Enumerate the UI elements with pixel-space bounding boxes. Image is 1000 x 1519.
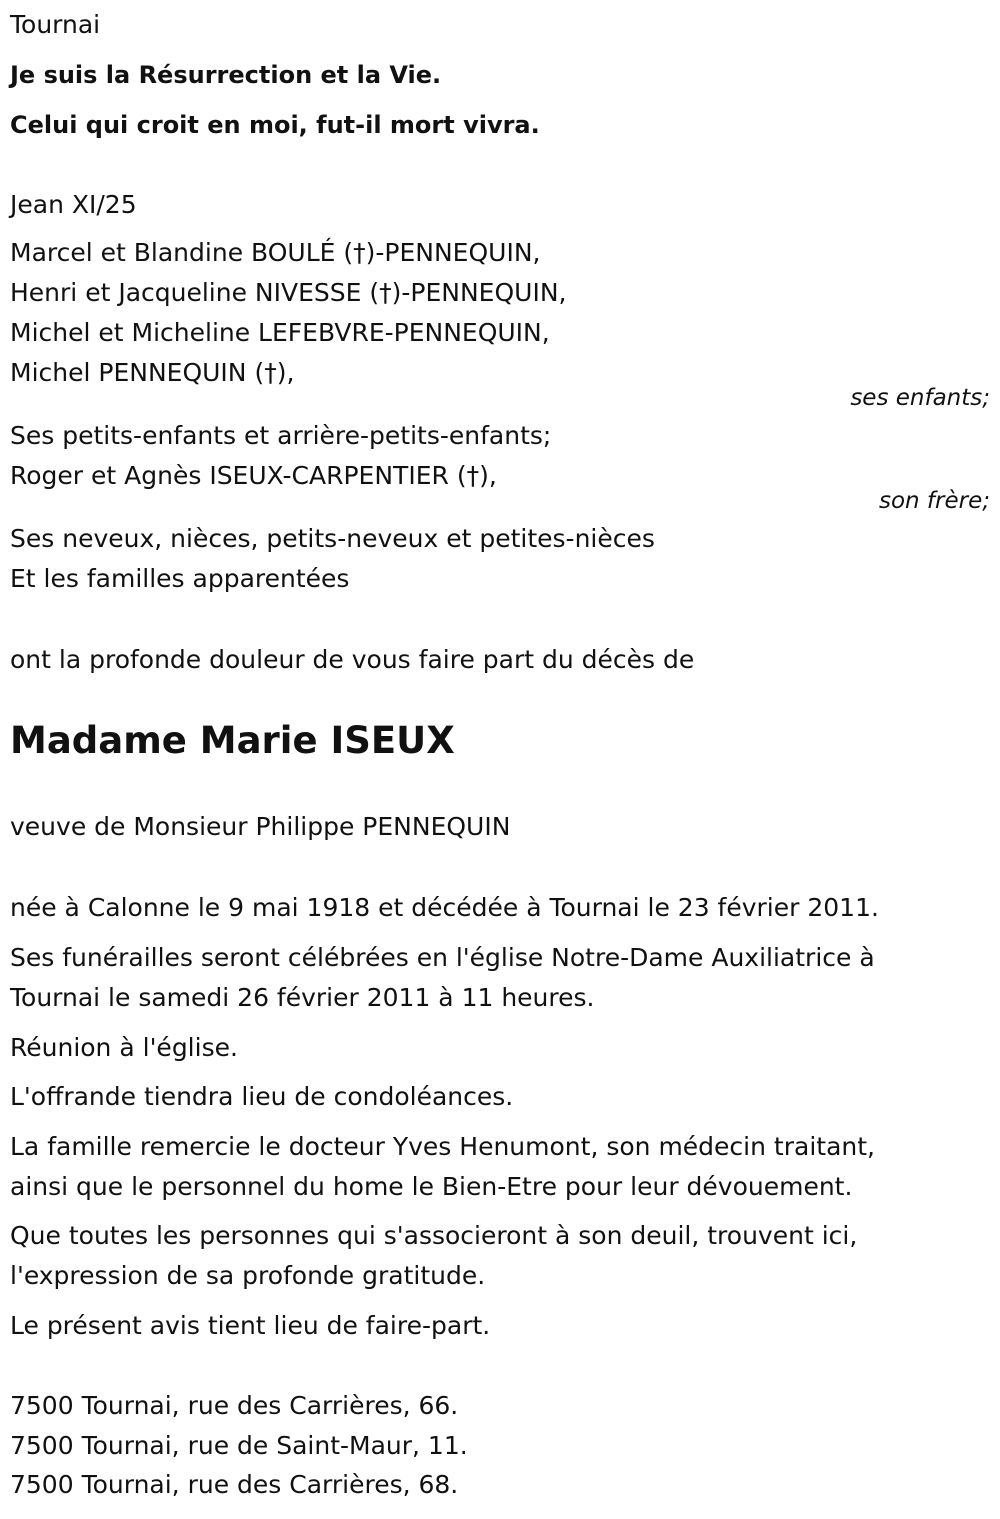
gratitude-line-2: l'expression de sa profonde gratitude. bbox=[10, 1261, 486, 1290]
notice: Le présent avis tient lieu de faire-part. bbox=[10, 1311, 491, 1340]
funeral-line-2: Tournai le samedi 26 février 2011 à 11 heures. bbox=[10, 983, 595, 1012]
verse-line-1: Je suis la Résurrection et la Vie. bbox=[10, 61, 442, 89]
child-3: Michel et Micheline LEFEBVRE-PENNEQUIN, bbox=[10, 318, 550, 347]
meeting: Réunion à l'église. bbox=[10, 1033, 238, 1062]
child-2: Henri et Jacqueline NIVESSE (†)-PENNEQUIN, bbox=[10, 278, 567, 307]
gratitude-line-1: Que toutes les personnes qui s'associeront à son deuil, trouvent ici, bbox=[10, 1221, 858, 1250]
funeral-line-1: Ses funérailles seront célébrées en l'église Notre-Dame Auxiliatrice à bbox=[10, 943, 875, 972]
brother-role: son frère; bbox=[878, 488, 990, 514]
children-role: ses enfants; bbox=[850, 385, 990, 411]
address-2: 7500 Tournai, rue de Saint-Maur, 11. bbox=[10, 1431, 468, 1460]
thanks-line-1: La famille remercie le docteur Yves Henumont, son médecin traitant, bbox=[10, 1132, 875, 1161]
relatives-1: Ses neveux, nièces, petits-neveux et petites-nièces bbox=[10, 524, 655, 553]
announcement: ont la profonde douleur de vous faire part du décès de bbox=[10, 645, 695, 674]
birth-death: née à Calonne le 9 mai 1918 et décédée à Tournai le 23 février 2011. bbox=[10, 893, 879, 922]
child-1: Marcel et Blandine BOULÉ (†)-PENNEQUIN, bbox=[10, 238, 541, 267]
verse-line-2: Celui qui croit en moi, fut-il mort vivra. bbox=[10, 111, 540, 139]
location: Tournai bbox=[10, 10, 101, 39]
widow-of: veuve de Monsieur Philippe PENNEQUIN bbox=[10, 812, 511, 841]
child-4: Michel PENNEQUIN (†), bbox=[10, 358, 295, 387]
address-3: 7500 Tournai, rue des Carrières, 68. bbox=[10, 1470, 459, 1499]
grandchildren: Ses petits-enfants et arrière-petits-enfants; bbox=[10, 421, 552, 450]
verse-reference: Jean XI/25 bbox=[10, 190, 137, 219]
offering: L'offrande tiendra lieu de condoléances. bbox=[10, 1082, 514, 1111]
deceased-name: Madame Marie ISEUX bbox=[10, 719, 455, 762]
brother: Roger et Agnès ISEUX-CARPENTIER (†), bbox=[10, 461, 497, 490]
thanks-line-2: ainsi que le personnel du home le Bien-Etre pour leur dévouement. bbox=[10, 1172, 853, 1201]
relatives-2: Et les familles apparentées bbox=[10, 564, 350, 593]
address-1: 7500 Tournai, rue des Carrières, 66. bbox=[10, 1391, 459, 1420]
